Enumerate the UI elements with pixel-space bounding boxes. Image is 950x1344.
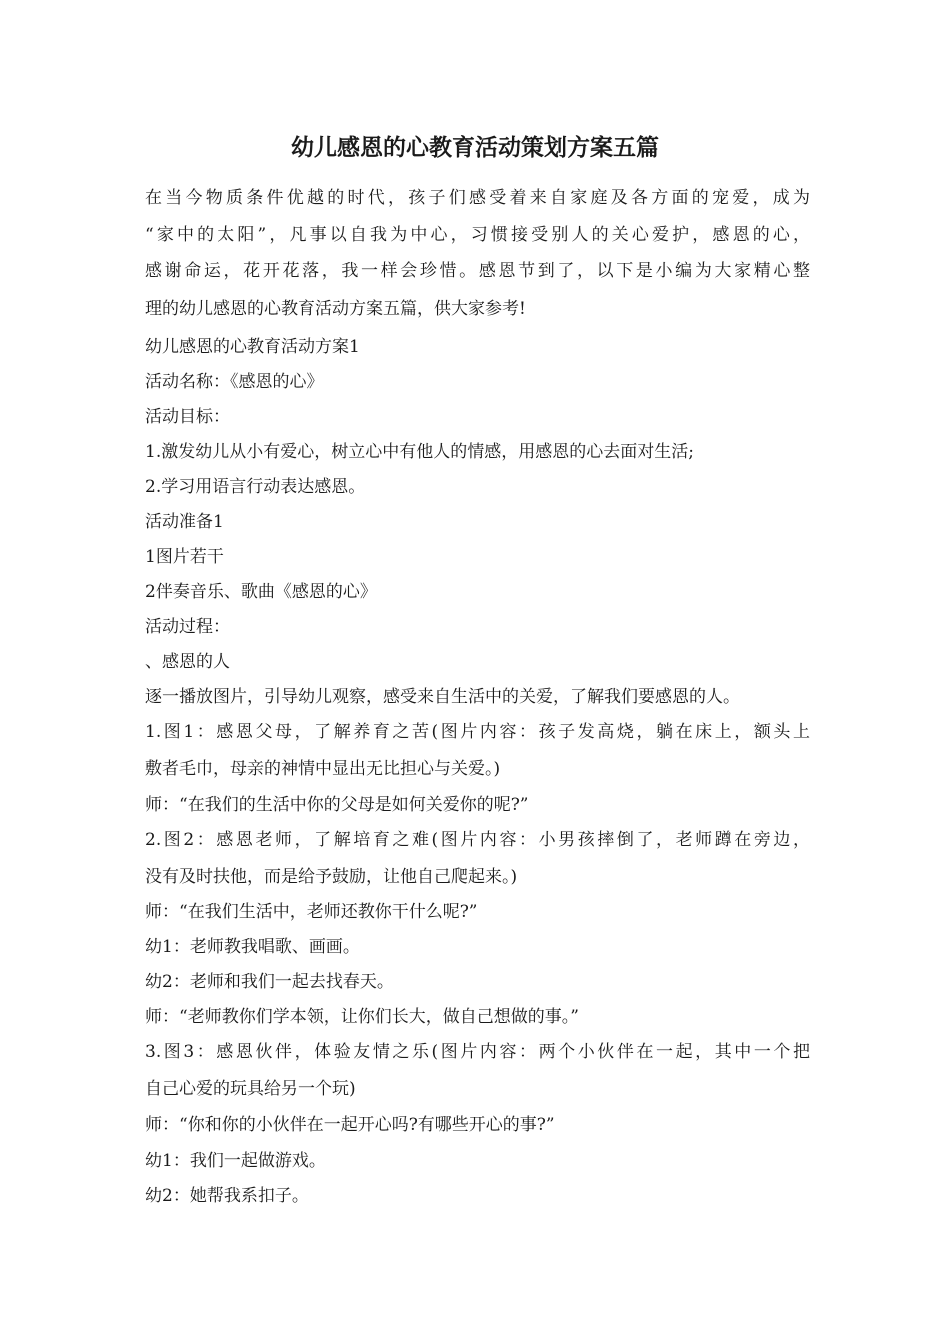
paragraph-line: 敷者毛巾，母亲的神情中显出无比担心与关爱。) (145, 759, 501, 779)
intro-line-2: “家中的太阳”，凡事以自我为中心，习惯接受别人的关心爱护，感恩的心， (145, 225, 810, 245)
paragraph-line: 2.图2：感恩老师，了解培育之难(图片内容：小男孩摔倒了，老师蹲在旁边， (145, 830, 810, 850)
paragraph-line: 师：“在我们的生活中你的父母是如何关爱你的呢?” (145, 795, 529, 815)
preparation-item-2: 2伴奏音乐、歌曲《感恩的心》 (145, 582, 377, 602)
paragraph-line: 师：“老师教你们学本领，让你们长大，做自己想做的事。” (145, 1007, 579, 1027)
intro-line-1: 在当今物质条件优越的时代，孩子们感受着来自家庭及各方面的宠爱，成为 (145, 188, 810, 208)
paragraph-line: 逐一播放图片，引导幼儿观察，感受来自生活中的关爱，了解我们要感恩的人。 (145, 687, 740, 707)
goal-item-2: 2.学习用语言行动表达感恩。 (145, 477, 366, 497)
paragraph-line: 幼1：我们一起做游戏。 (145, 1151, 326, 1171)
intro-line-3: 感谢命运，花开花落，我一样会珍惜。感恩节到了，以下是小编为大家精心整 (145, 261, 810, 281)
document-title: 幼儿感恩的心教育活动策划方案五篇 (291, 134, 659, 161)
intro-line-4: 理的幼儿感恩的心教育活动方案五篇，供大家参考! (145, 299, 526, 319)
paragraph-line: 没有及时扶他，而是给予鼓励，让他自己爬起来。) (145, 867, 518, 887)
goal-item-1: 1.激发幼儿从小有爱心，树立心中有他人的情感，用感恩的心去面对生活; (145, 442, 694, 462)
paragraph-line: 3.图3：感恩伙伴，体验友情之乐(图片内容：两个小伙伴在一起，其中一个把 (145, 1042, 810, 1062)
process-subheading: 、感恩的人 (145, 652, 230, 672)
paragraph-line: 幼2：她帮我系扣子。 (145, 1186, 309, 1206)
paragraph-line: 师：“在我们生活中，老师还教你干什么呢?” (145, 902, 478, 922)
preparation-item-1: 1图片若干 (145, 547, 224, 567)
preparation-label: 活动准备1 (145, 512, 224, 532)
paragraph-line: 自己心爱的玩具给另一个玩) (145, 1079, 356, 1099)
process-label: 活动过程： (145, 617, 230, 637)
paragraph-line: 幼2：老师和我们一起去找春天。 (145, 972, 394, 992)
paragraph-line: 师：“你和你的小伙伴在一起开心吗?有哪些开心的事?” (145, 1115, 555, 1135)
activity-name: 活动名称：《感恩的心》 (145, 372, 324, 392)
section-heading: 幼儿感恩的心教育活动方案1 (145, 337, 360, 357)
paragraph-line: 幼1：老师教我唱歌、画画。 (145, 937, 360, 957)
activity-goal-label: 活动目标： (145, 407, 230, 427)
paragraph-line: 1.图1：感恩父母，了解养育之苦(图片内容：孩子发高烧，躺在床上，额头上 (145, 722, 810, 742)
